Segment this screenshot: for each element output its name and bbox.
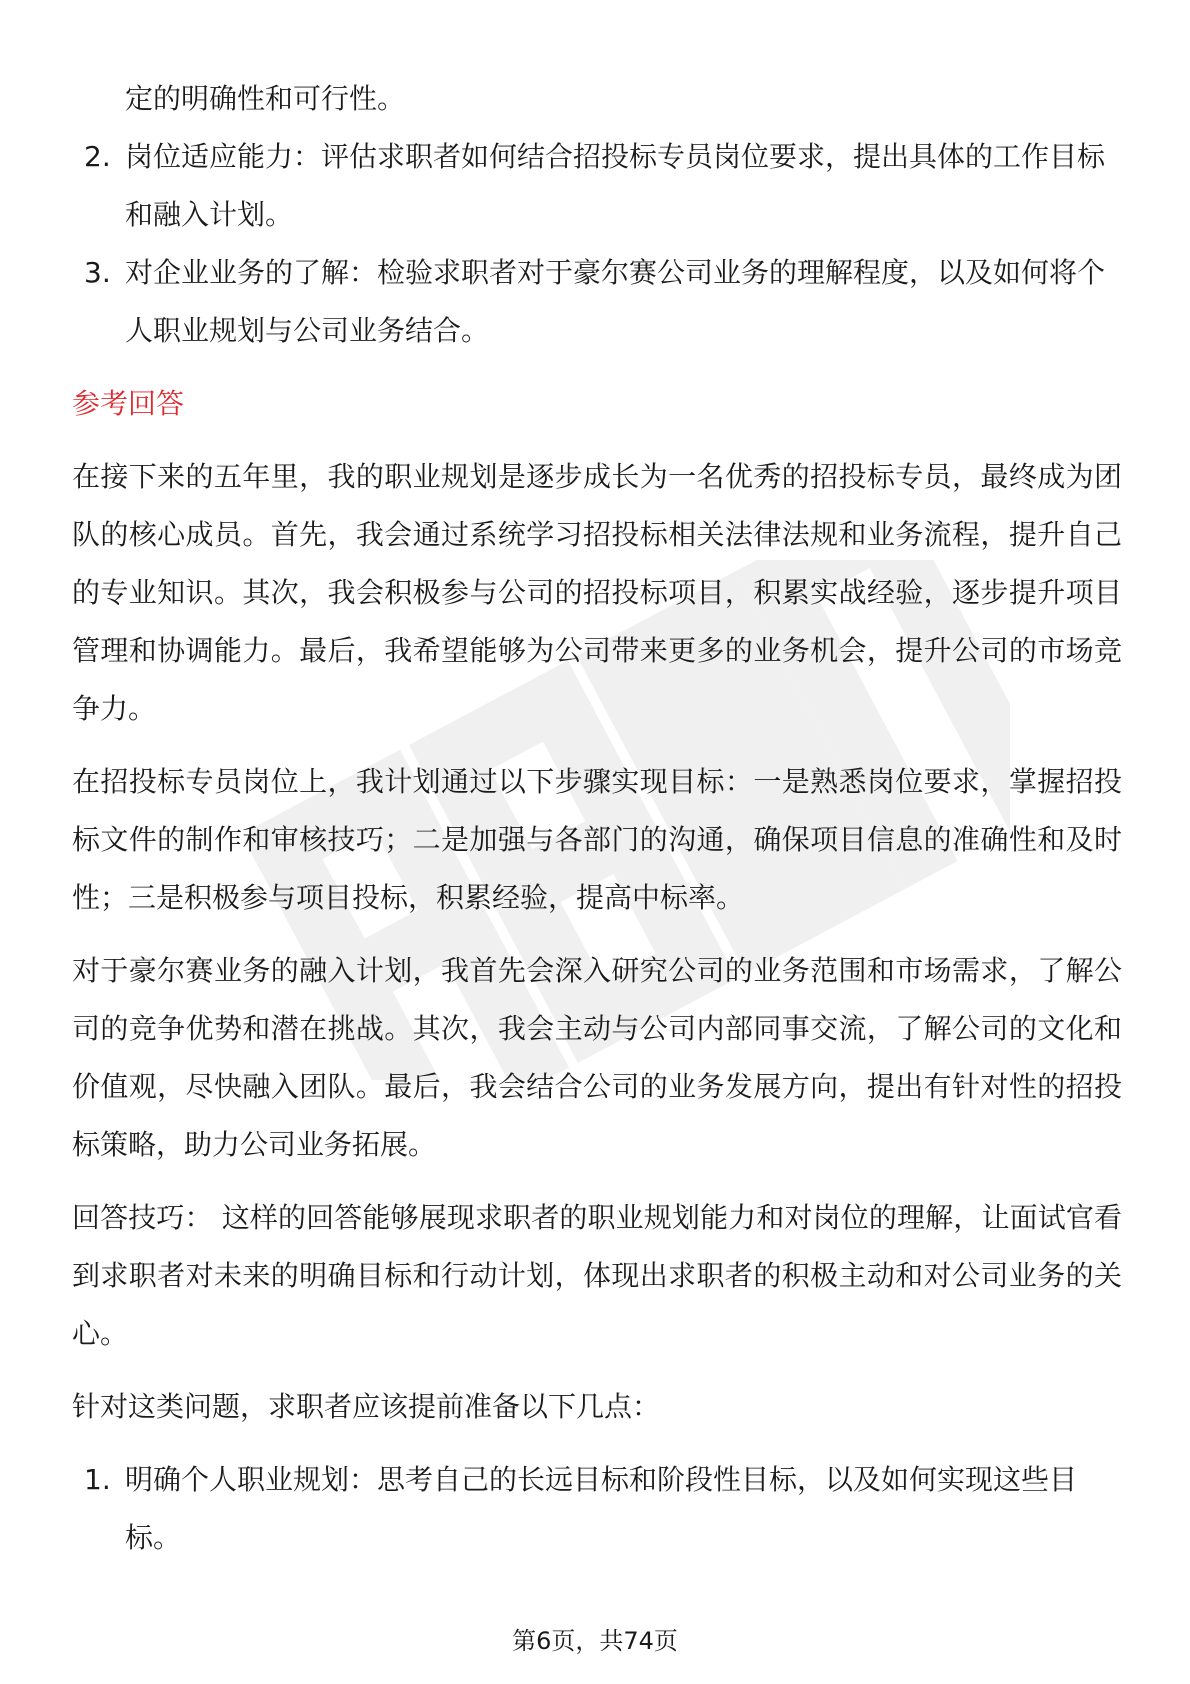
answer-paragraph: 在接下来的五年里，我的职业规划是逐步成长为一名优秀的招投标专员，最终成为团队的核心成员。首先，我会通过系统学习招投标相关法律法规和业务流程，提升自己的专业知识。其次，我会积极参与公司的招投标项目，积累实战经验，逐步提升项目管理和协调能力。最后，我希望能够为公司带来更多的业务机会，提升公司的市场竞争力。 xyxy=(72,460,1122,725)
list-item-text: 明确个人职业规划：思考自己的长远目标和阶段性目标，以及如何实现这些目标。 xyxy=(125,1463,1078,1554)
prep-list xyxy=(72,1451,1122,1567)
list-item xyxy=(72,1451,1122,1567)
tips-paragraph: 回答技巧： 这样的回答能够展现求职者的职业规划能力和对岗位的理解，让面试官看到求职者对未来的明确目标和行动计划，体现出求职者的积极主动和对公司业务的关心。 xyxy=(72,1201,1122,1350)
answer-paragraph: 在招投标专员岗位上，我计划通过以下步骤实现目标：一是熟悉岗位要求，掌握招投标文件的制作和审核技巧；二是加强与各部门的沟通，确保项目信息的准确性和及时性；三是积极参与项目投标，积累经验，提高中标率。 xyxy=(72,765,1122,914)
list-item xyxy=(72,244,1122,360)
spacer xyxy=(72,1436,1122,1451)
criteria-list xyxy=(72,128,1122,360)
continuation-line: 定的明确性和可行性。 xyxy=(125,82,406,115)
content-area xyxy=(72,70,1122,1567)
answer-paragraph: 对于豪尔赛业务的融入计划，我首先会深入研究公司的业务范围和市场需求，了解公司的竞争优势和潜在挑战。其次，我会主动与公司内部同事交流，了解公司的文化和价值观，尽快融入团队。最后，我会结合公司的业务发展方向，提出有针对性的招投标策略，助力公司业务拓展。 xyxy=(72,954,1122,1161)
list-item xyxy=(72,128,1122,244)
list-number: 1. xyxy=(84,1463,111,1496)
list-item-text: 对企业业务的了解：检验求职者对于豪尔赛公司业务的理解程度，以及如何将个人职业规划与公司业务结合。 xyxy=(125,256,1106,347)
page-footer: 第6页，共74页 xyxy=(512,1627,678,1655)
list-number: 2. xyxy=(84,140,111,173)
section-heading: 参考回答 xyxy=(72,387,185,420)
list-number: 3. xyxy=(84,256,111,289)
prep-intro-paragraph: 针对这类问题，求职者应该提前准备以下几点： xyxy=(72,1390,661,1423)
list-item-text: 岗位适应能力：评估求职者如何结合招投标专员岗位要求，提出具体的工作目标和融入计划。 xyxy=(125,140,1106,231)
